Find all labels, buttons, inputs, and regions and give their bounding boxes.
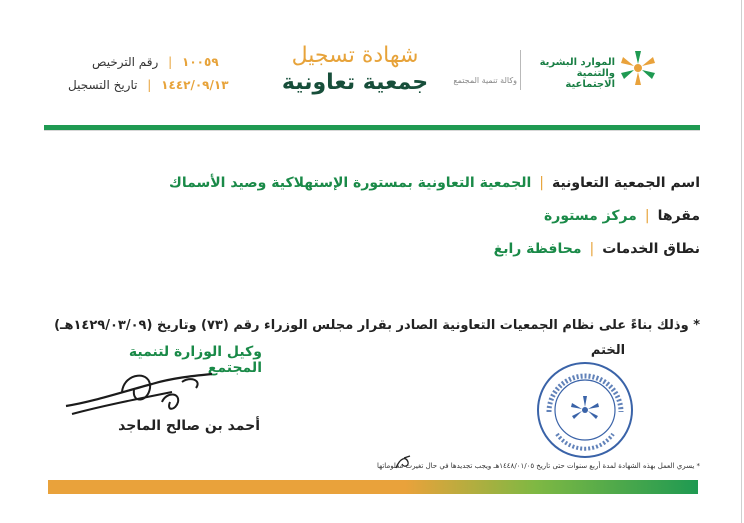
license-number: ١٠٠٥٩ (182, 55, 219, 69)
registration-date: ١٤٤٢/٠٩/١٣ (161, 78, 229, 92)
ministry-palm-emblem-icon (617, 47, 659, 89)
registration-date-row (68, 78, 229, 92)
handwritten-signature (62, 362, 222, 422)
ministry-name-line1: الموارد البشرية (539, 57, 615, 68)
service-scope-value: محافظة رابغ (493, 241, 582, 257)
headquarters-label: مقرها (657, 208, 700, 224)
ministry-logo (525, 45, 675, 95)
service-scope-row (494, 238, 700, 260)
field-separator: | (539, 175, 544, 191)
field-separator: | (589, 241, 595, 257)
agency-name: وكالة تنمية المجتمع (453, 76, 517, 85)
ministry-name-line2: والتنمية الاجتماعية (565, 68, 615, 90)
certificate-title-top: شهادة تسجيل (291, 43, 419, 68)
association-name-row (169, 172, 700, 194)
headquarters-row (544, 205, 700, 227)
signatory-name: أحمد بن صالح الماجد (118, 418, 260, 434)
association-name-value: الجمعية التعاونية بمستورة الإستهلاكية وصيد الأسماك (169, 175, 532, 191)
official-stamp (535, 360, 635, 460)
footer-color-bar (48, 480, 698, 494)
page-edge-line (741, 0, 742, 523)
certificate-title-main: جمعية تعاونية (281, 70, 429, 95)
header-rule-shadow (44, 130, 700, 131)
license-row (92, 55, 219, 69)
logo-divider (520, 50, 521, 90)
license-separator: | (168, 55, 173, 69)
validity-footnote: * يسري العمل بهذه الشهادة لمدة أربع سنوات حتى تاريخ ١٤٤٨/٠١/٠٥هـ ويجب تجديدها في حال تغيرت معلوماتها (377, 462, 700, 470)
stamp-label: الختم (590, 343, 626, 358)
license-label: رقم الترخيص (92, 55, 159, 69)
registration-date-label: تاريخ التسجيل (68, 78, 138, 92)
ministry-name (533, 57, 615, 90)
registration-separator: | (147, 78, 152, 92)
field-separator: | (644, 208, 650, 224)
association-name-label: اسم الجمعية التعاونية (551, 175, 700, 191)
service-scope-label: نطاق الخدمات (602, 241, 700, 257)
legal-basis-note: * وذلك بناءً على نظام الجمعيات التعاونية الصادر بقرار مجلس الوزراء رقم (٧٣) وتاريخ (١٤٢٩/٠٣/٠٩هـ) (54, 318, 700, 333)
headquarters-value: مركز مستورة (544, 208, 637, 224)
signatory-title: وكيل الوزارة لتنمية المجتمع (128, 344, 262, 376)
